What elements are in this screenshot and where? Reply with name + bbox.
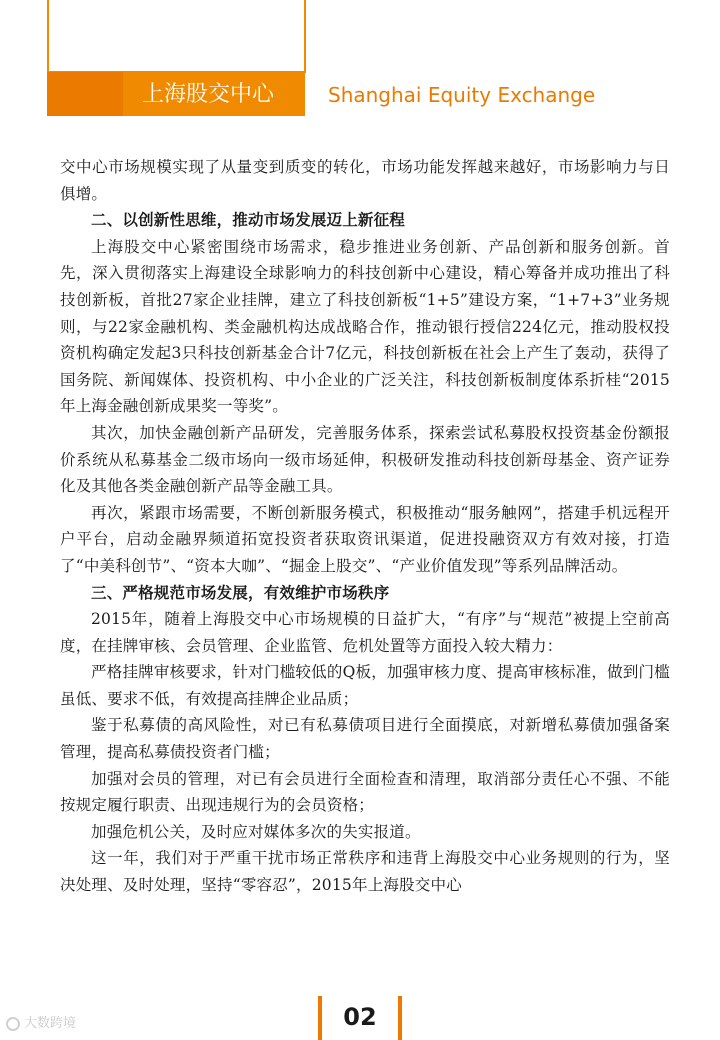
paragraph: 再次，紧跟市场需要，不断创新服务模式，积极推动“服务触网”，搭建手机远程开户平台，启动金融界频道拓宽投资者获取资讯渠道，促进投融资双方有效对接，打造了“中美科创节”、“资本大咖”、“掘金上股交”、“产业价值发现”等系列品牌活动。 <box>60 503 670 575</box>
paragraph: 上海股交中心紧密围绕市场需求，稳步推进业务创新、产品创新和服务创新。首先，深入贯彻落实上海建设全球影响力的科技创新中心建设，精心筹备并成功推出了科技创新板，首批27家企业挂牌，建立了科技创新板“1+5”建设方案，“1+7+3”业务规则，与22家金融机构、类金融机构达成战略合作，推动银行授信224亿元，推动股权投资机构确定发起3只科技创新基金合计7亿元，科技创新板在社会上产生了轰动，获得了国务院、新闻媒体、投资机构、中小企业的广泛关注，科技创新板制度体系折桂“2015年上海金融创新成果奖一等奖”。 <box>60 237 670 416</box>
section-heading: 二、以创新性思维，推动市场发展迈上新征程 <box>91 210 406 230</box>
paragraph: 严格挂牌审核要求，针对门槛较低的Q板，加强审核力度、提高审核标准，做到门槛虽低、要求不低，有效提高挂牌企业品质； <box>60 663 670 708</box>
watermark-logo-icon <box>6 1017 20 1031</box>
paragraph: 加强对会员的管理，对已有会员进行全面检查和清理，取消部分责任心不强、不能按规定履行职责、出现违规行为的会员资格； <box>60 769 670 815</box>
header-title-en: Shanghai Equity Exchange <box>328 83 596 107</box>
watermark-text: 大数跨境 <box>24 1016 77 1031</box>
paragraph: 加强危机公关，及时应对媒体多次的失实报道。 <box>91 822 421 841</box>
paragraph: 交中心市场规模实现了从量变到质变的转化，市场功能发挥越来越好，市场影响力与日俱增。 <box>60 158 670 203</box>
paragraph: 鉴于私募债的高风险性，对已有私募债项目进行全面摸底，对新增私募债加强备案管理，提高私募债投资者门槛； <box>60 716 670 762</box>
footer-bar-right <box>398 996 402 1040</box>
header-title-cn: 上海股交中心 <box>142 82 275 107</box>
header-accent-block <box>47 72 123 116</box>
paragraph: 这一年，我们对于严重干扰市场正常秩序和违背上海股交中心业务规则的行为，坚决处理、及时处理，坚持“零容忍”，2015年上海股交中心 <box>60 849 670 895</box>
header-frame-left <box>47 0 49 72</box>
page-number: 02 <box>343 1003 377 1031</box>
header-frame-right <box>304 0 306 72</box>
paragraph: 2015年，随着上海股交中心市场规模的日益扩大，“有序”与“规范”被提上空前高度，在挂牌审核、会员管理、企业监管、危机处置等方面投入较大精力： <box>60 610 670 655</box>
watermark <box>6 1014 76 1034</box>
paragraph: 其次，加快金融创新产品研发，完善服务体系，探索尝试私募股权投资基金份额报价系统从私募基金二级市场向一级市场延伸，积极研发推动科技创新母基金、资产证券化及其他各类金融创新产品等金融工具。 <box>60 423 670 496</box>
section-heading: 三、严格规范市场发展，有效维护市场秩序 <box>91 582 390 602</box>
article-body <box>60 154 670 899</box>
